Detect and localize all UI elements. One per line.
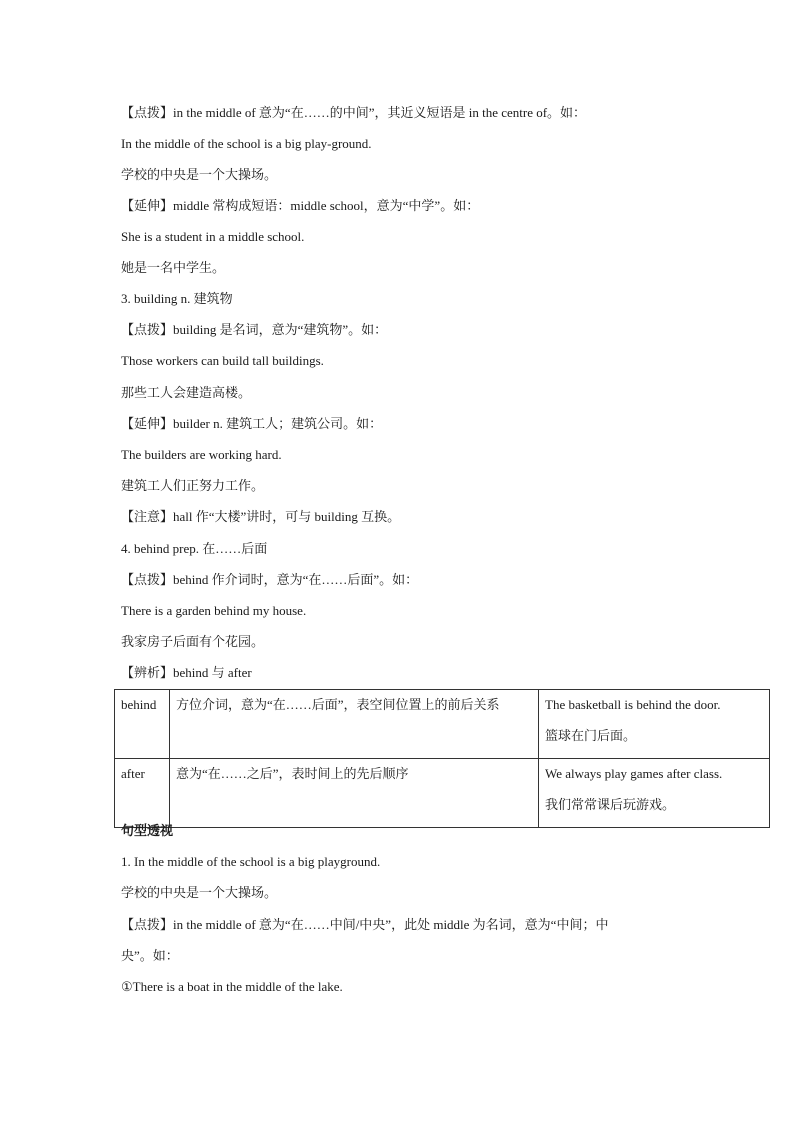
example-zh: 我们常常课后玩游戏。 [545, 797, 676, 812]
text-line: 【延伸】builder n. 建筑工人；建筑公司。如： [121, 416, 383, 431]
example-en: We always play games after class. [545, 766, 723, 781]
text-line: 【点拨】building 是名词，意为“建筑物”。如： [121, 322, 388, 337]
text-line: 我家房子后面有个花园。 [121, 634, 265, 649]
text-line: 央”。如： [121, 948, 179, 963]
table-row [115, 759, 770, 828]
text-line: 那些工人会建造高楼。 [121, 385, 252, 400]
table-cell-example [539, 759, 770, 828]
text-line: She is a student in a middle school. [121, 229, 305, 244]
text-line: 【点拨】in the middle of 意为“在……中间/中央”，此处 middle 为名词，意为“中间；中 [121, 917, 609, 932]
text-line: In the middle of the school is a big play-ground. [121, 136, 372, 151]
text-line: 学校的中央是一个大操场。 [121, 167, 278, 182]
comparison-table [114, 689, 770, 828]
text-line: There is a garden behind my house. [121, 603, 307, 618]
text-line: 她是一名中学生。 [121, 260, 226, 275]
section-title: 句型透视 [121, 823, 174, 838]
cell-text: 意为“在……之后”，表时间上的先后顺序 [176, 766, 409, 781]
text-line: 【点拨】behind 作介词时，意为“在……后面”。如： [121, 572, 419, 587]
example-zh: 篮球在门后面。 [545, 728, 637, 743]
cell-text: 方位介词，意为“在……后面”，表空间位置上的前后关系 [176, 697, 500, 712]
text-line: 建筑工人们正努力工作。 [121, 478, 265, 493]
table-cell-example [539, 690, 770, 759]
table-cell-meaning [170, 690, 539, 759]
text-line: 【辨析】behind 与 after [121, 665, 252, 680]
cell-text: behind [121, 697, 157, 712]
table-cell-meaning [170, 759, 539, 828]
text-line: 学校的中央是一个大操场。 [121, 885, 278, 900]
table-cell-word [115, 690, 170, 759]
text-line: The builders are working hard. [121, 447, 282, 462]
text-line: Those workers can build tall buildings. [121, 353, 324, 368]
table-row [115, 690, 770, 759]
vocab-heading: 4. behind prep. 在……后面 [121, 541, 268, 556]
cell-text: after [121, 766, 145, 781]
text-line: 1. In the middle of the school is a big playground. [121, 854, 381, 869]
example-en: The basketball is behind the door. [545, 697, 721, 712]
text-line: 【延伸】middle 常构成短语：middle school，意为“中学”。如： [121, 198, 480, 213]
text-line: 【点拨】in the middle of 意为“在……的中间”，其近义短语是 in the centre of。如： [121, 105, 587, 120]
text-line: 【注意】hall 作“大楼”讲时，可与 building 互换。 [121, 509, 401, 524]
text-line: ①There is a boat in the middle of the lake. [121, 979, 343, 994]
vocab-heading: 3. building n. 建筑物 [121, 291, 233, 306]
table-cell-word [115, 759, 170, 828]
